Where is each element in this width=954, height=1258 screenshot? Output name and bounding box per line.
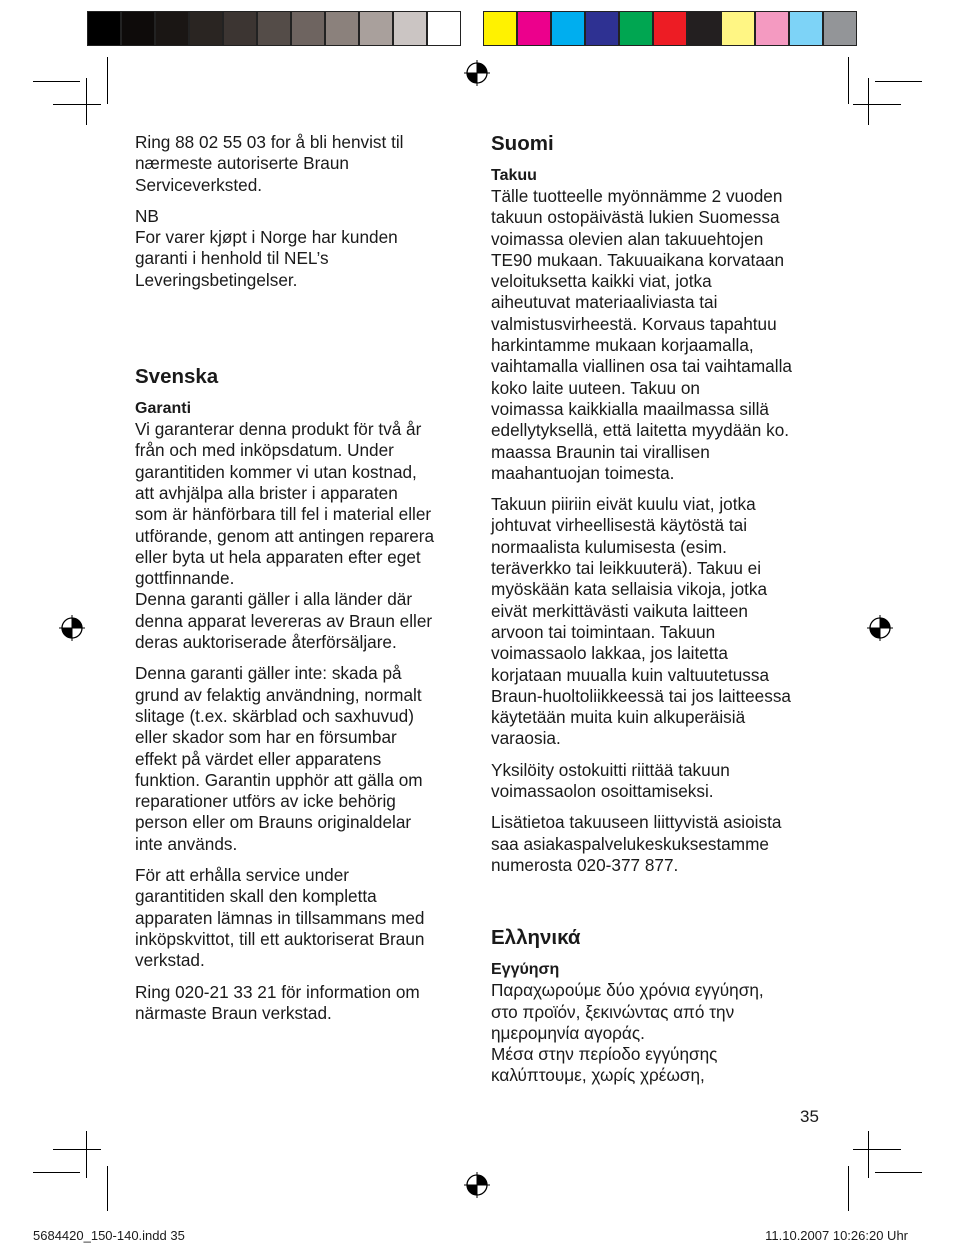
color-swatch (189, 11, 223, 46)
color-swatch (325, 11, 359, 46)
color-swatch (687, 11, 721, 46)
color-swatch (551, 11, 585, 46)
left-column (135, 132, 465, 1034)
norway-nb-paragraph: NB For varer kjøpt i Norge har kunden garanti i henhold til NEL’s Leveringsbetingelser. (135, 205, 398, 290)
color-swatch (619, 11, 653, 46)
color-swatch (517, 11, 551, 46)
greek-warranty-paragraph: Παραχωρούμε δύο χρόνια εγγύηση, στο προϊόν, ξεκινώντας από την ημερομηνία αγοράς. Μέσα στην περίοδο εγγύησης καλύπτουμε, χωρίς χρέωση, (491, 980, 764, 1086)
color-swatch (427, 11, 461, 46)
eggyisi-heading: Εγγύηση (491, 961, 560, 979)
color-swatch (359, 11, 393, 46)
color-swatch (257, 11, 291, 46)
svenska-phone-paragraph: Ring 020-21 33 21 för information om närmaste Braun verkstad. (135, 981, 420, 1023)
registration-mark-bottom (464, 1172, 490, 1198)
svenska-service-paragraph: För att erhålla service under garantitiden skall den kompletta apparaten lämnas in tillsammans med inköpskvittot, till ett auktoriserat Braun verkstad. (135, 865, 425, 971)
takuu-heading: Takuu (491, 167, 537, 184)
footer-file-info: 5684420_150-140.indd 35 (33, 1228, 185, 1243)
color-swatch (755, 11, 789, 46)
norway-service-paragraph: Ring 88 02 55 03 for å bli henvist til nærmeste autoriserte Braun Serviceverksted. (135, 132, 404, 195)
color-swatch (223, 11, 257, 46)
registration-mark-left (59, 615, 85, 641)
color-swatch (653, 11, 687, 46)
grayscale-color-bar (87, 11, 461, 46)
registration-mark-top (464, 60, 490, 86)
color-swatch (87, 11, 121, 46)
color-swatch (155, 11, 189, 46)
color-swatch (789, 11, 823, 46)
suomi-heading: Suomi (491, 132, 554, 155)
suomi-exclusions-paragraph: Takuun piiriin eivät kuulu viat, jotka johtuvat virheellisestä käytöstä tai normaalista kulumisesta (esim. teräverkko tai leikkuuterä). Takuu ei myöskään kata sellaisia vikoja, jotka eivät merkittävästi vaikuta laitteen arvoon tai toimintaan. Takuun voimassaolo lakkaa, jos laitetta korjataan muualla kuin valtuutetussa Braun-huoltoliikkeessä tai jos laitteessa käytetään muita kuin alkuperäisiä varaosia. (491, 494, 791, 749)
right-column (491, 132, 821, 1097)
color-swatch (721, 11, 755, 46)
suomi-contact-paragraph: Lisätietoa takuuseen liittyvistä asioista saa asiakaspalvelukeskuksestamme numerosta 020-377 877. (491, 812, 782, 875)
color-swatch (121, 11, 155, 46)
color-swatch (823, 11, 857, 46)
page-number: 35 (800, 1107, 819, 1126)
color-swatch (291, 11, 325, 46)
svenska-warranty-paragraph: Vi garanterar denna produkt för två år från och med inköpsdatum. Under garantitiden kommer vi utan kostnad, att avhjälpa alla brister i apparaten som är hänförbara till fel i material eller utförande, genom att antingen reparera eller byta ut hela apparaten efter eget gottfinnande. Denna garanti gäller i alla länder där denna apparat levereras av Braun eller deras auktoriserade återförsäljare. (135, 419, 435, 653)
svenska-exclusions-paragraph: Denna garanti gäller inte: skada på grund av felaktig användning, normalt slitage (t.ex. skärblad och saxhuvud) eller skador som har en försumbar effekt på värdet eller apparatens funktion. Garantin upphör att gälla om reparationer utförs av icke behörig person eller om Brauns originaldelar inte används. (135, 663, 423, 854)
garanti-heading: Garanti (135, 400, 192, 418)
suomi-receipt-paragraph: Yksilöity ostokuitti riittää takuun voimassaolon osoittamiseksi. (491, 759, 730, 802)
color-swatch (483, 11, 517, 46)
process-color-bar (483, 11, 857, 46)
registration-mark-right (867, 615, 893, 641)
footer-timestamp: 11.10.2007 10:26:20 Uhr (765, 1228, 908, 1243)
svenska-heading: Svenska (135, 365, 219, 389)
suomi-warranty-paragraph: Tälle tuotteelle myönnämme 2 vuoden takuun ostopäivästä lukien Suomessa voimassa olevien alan takuuehtojen TE90 mukaan. Takuuaikana korvataan veloituksetta kaikki viat, jotka aiheutuvat materiaaliviasta tai valmistusvirheestä. Korvaus tapahtuu harkintamme mukaan korjaamalla, vaihtamalla viallinen osa tai vaihtamalla koko laite uuteen. Takuu on voimassa kaikkialla maailmassa sillä edellytyksellä, että laitetta myydään ko. maassa Braunin tai virallisen maahantuojan toimesta. (491, 186, 792, 483)
color-swatch (585, 11, 619, 46)
color-swatch (393, 11, 427, 46)
greek-heading: Ελληνικά (491, 926, 581, 950)
